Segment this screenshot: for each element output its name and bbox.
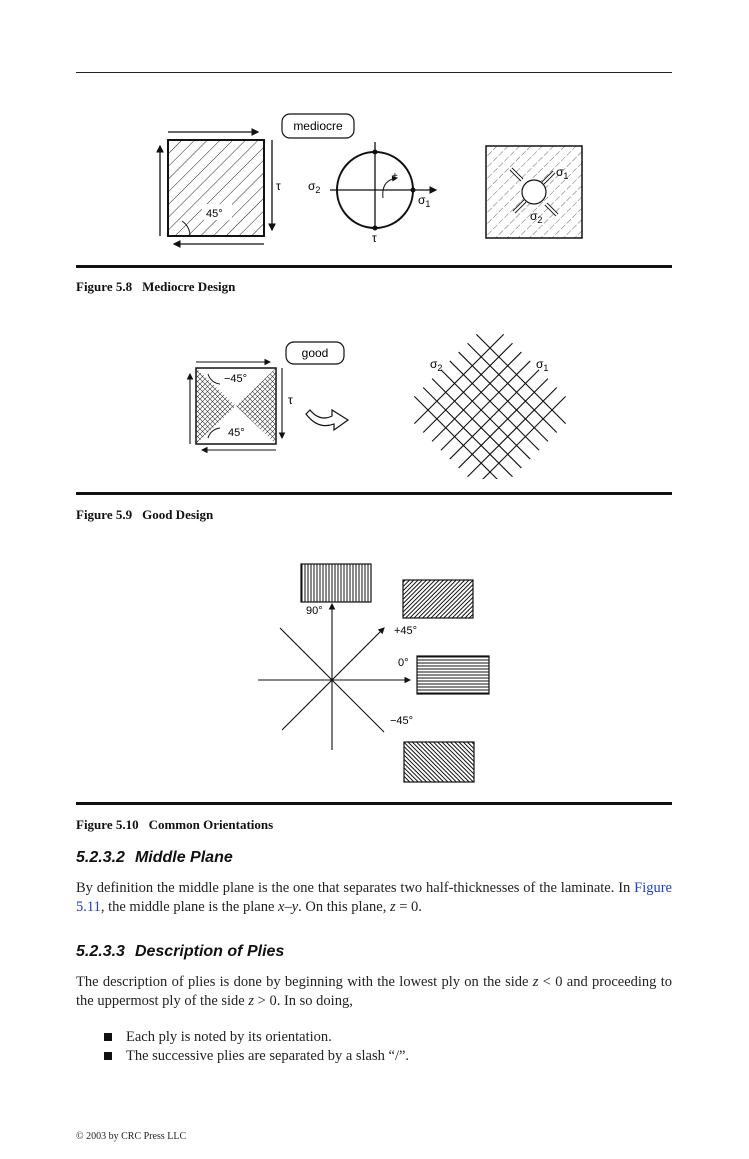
figure-5-11-link[interactable]: Figure 5.11 — [76, 880, 672, 915]
mediocre-badge — [282, 114, 354, 138]
mohr-circle — [308, 142, 436, 245]
svg-text:+45°: +45° — [394, 625, 418, 637]
good-badge — [286, 342, 344, 364]
sigma1-label: $\sigma_1$ — [418, 193, 431, 209]
list-item: Each ply is noted by its orientation. — [104, 1028, 409, 1047]
list-item: The successive plies are separated by a slash “/”. — [104, 1047, 409, 1066]
plies-bullet-list — [104, 1028, 409, 1066]
header-rule — [76, 72, 672, 73]
svg-text:σ1: $\sigma_1$ — [556, 165, 569, 181]
figure-5-10-illustration — [250, 560, 510, 797]
figure-5-8-rule — [76, 265, 672, 268]
figure-5-8-illustration — [150, 108, 600, 263]
svg-text:0°: 0° — [398, 657, 409, 669]
shear-square — [160, 132, 281, 244]
figure-5-10-rule — [76, 802, 672, 805]
principal-stress-square — [486, 146, 582, 238]
plies-paragraph: The description of plies is done by beginning with the lowest ply on the side z < 0 and proceeding to the uppermost ply of the side z > 0. In so doing, — [76, 974, 672, 1009]
orientation-axes — [258, 604, 410, 750]
middle-plane-paragraph: By definition the middle plane is the one that separates two half-thicknesses of the laminate. In Figure 5.11, the middle plane is the plane x–y. On this plane, z = 0. — [76, 880, 672, 915]
svg-text:−45°: −45° — [224, 373, 248, 385]
ply-minus45-swatch — [404, 742, 474, 782]
svg-text:σ2: $\sigma_2$ — [530, 209, 543, 225]
svg-text:45°: 45° — [228, 427, 245, 439]
figure-5-9-rule — [76, 492, 672, 495]
svg-text:τ: τ — [372, 231, 377, 245]
svg-text:σ1: $\sigma_1$ — [536, 357, 549, 373]
svg-text:good: good — [301, 346, 329, 360]
svg-text:−45°: −45° — [390, 715, 414, 727]
figure-5-8-caption: Figure 5.8 Mediocre Design — [76, 279, 236, 294]
transition-arrow-icon — [306, 410, 348, 430]
ply-90-swatch — [301, 564, 371, 602]
svg-text:σ2: $\sigma_2$ — [430, 357, 443, 373]
ply-plus45-swatch — [403, 580, 473, 618]
section-heading-description-of-plies: 5.2.3.3 Description of Plies — [76, 943, 285, 960]
tau-label: τ — [276, 179, 281, 193]
svg-text:+: + — [392, 171, 398, 182]
figure-5-9-illustration — [180, 334, 580, 484]
svg-text:τ: τ — [288, 393, 293, 407]
fiber-line — [414, 396, 503, 479]
section-heading-middle-plane: 5.2.3.2 Middle Plane — [76, 849, 233, 866]
ply-0-swatch — [417, 656, 489, 694]
figure-5-10-caption: Figure 5.10 Common Orientations — [76, 817, 274, 832]
svg-text:90°: 90° — [306, 605, 323, 617]
svg-text:mediocre: mediocre — [293, 119, 343, 133]
sigma2-label: $\sigma_2$ — [308, 179, 321, 195]
copyright-footer: © 2003 by CRC Press LLC — [76, 1131, 187, 1142]
crossply-square — [190, 362, 293, 450]
fiber-line — [476, 396, 565, 479]
angle-label: 45° — [206, 208, 223, 220]
figure-5-9-caption: Figure 5.9 Good Design — [76, 507, 214, 522]
